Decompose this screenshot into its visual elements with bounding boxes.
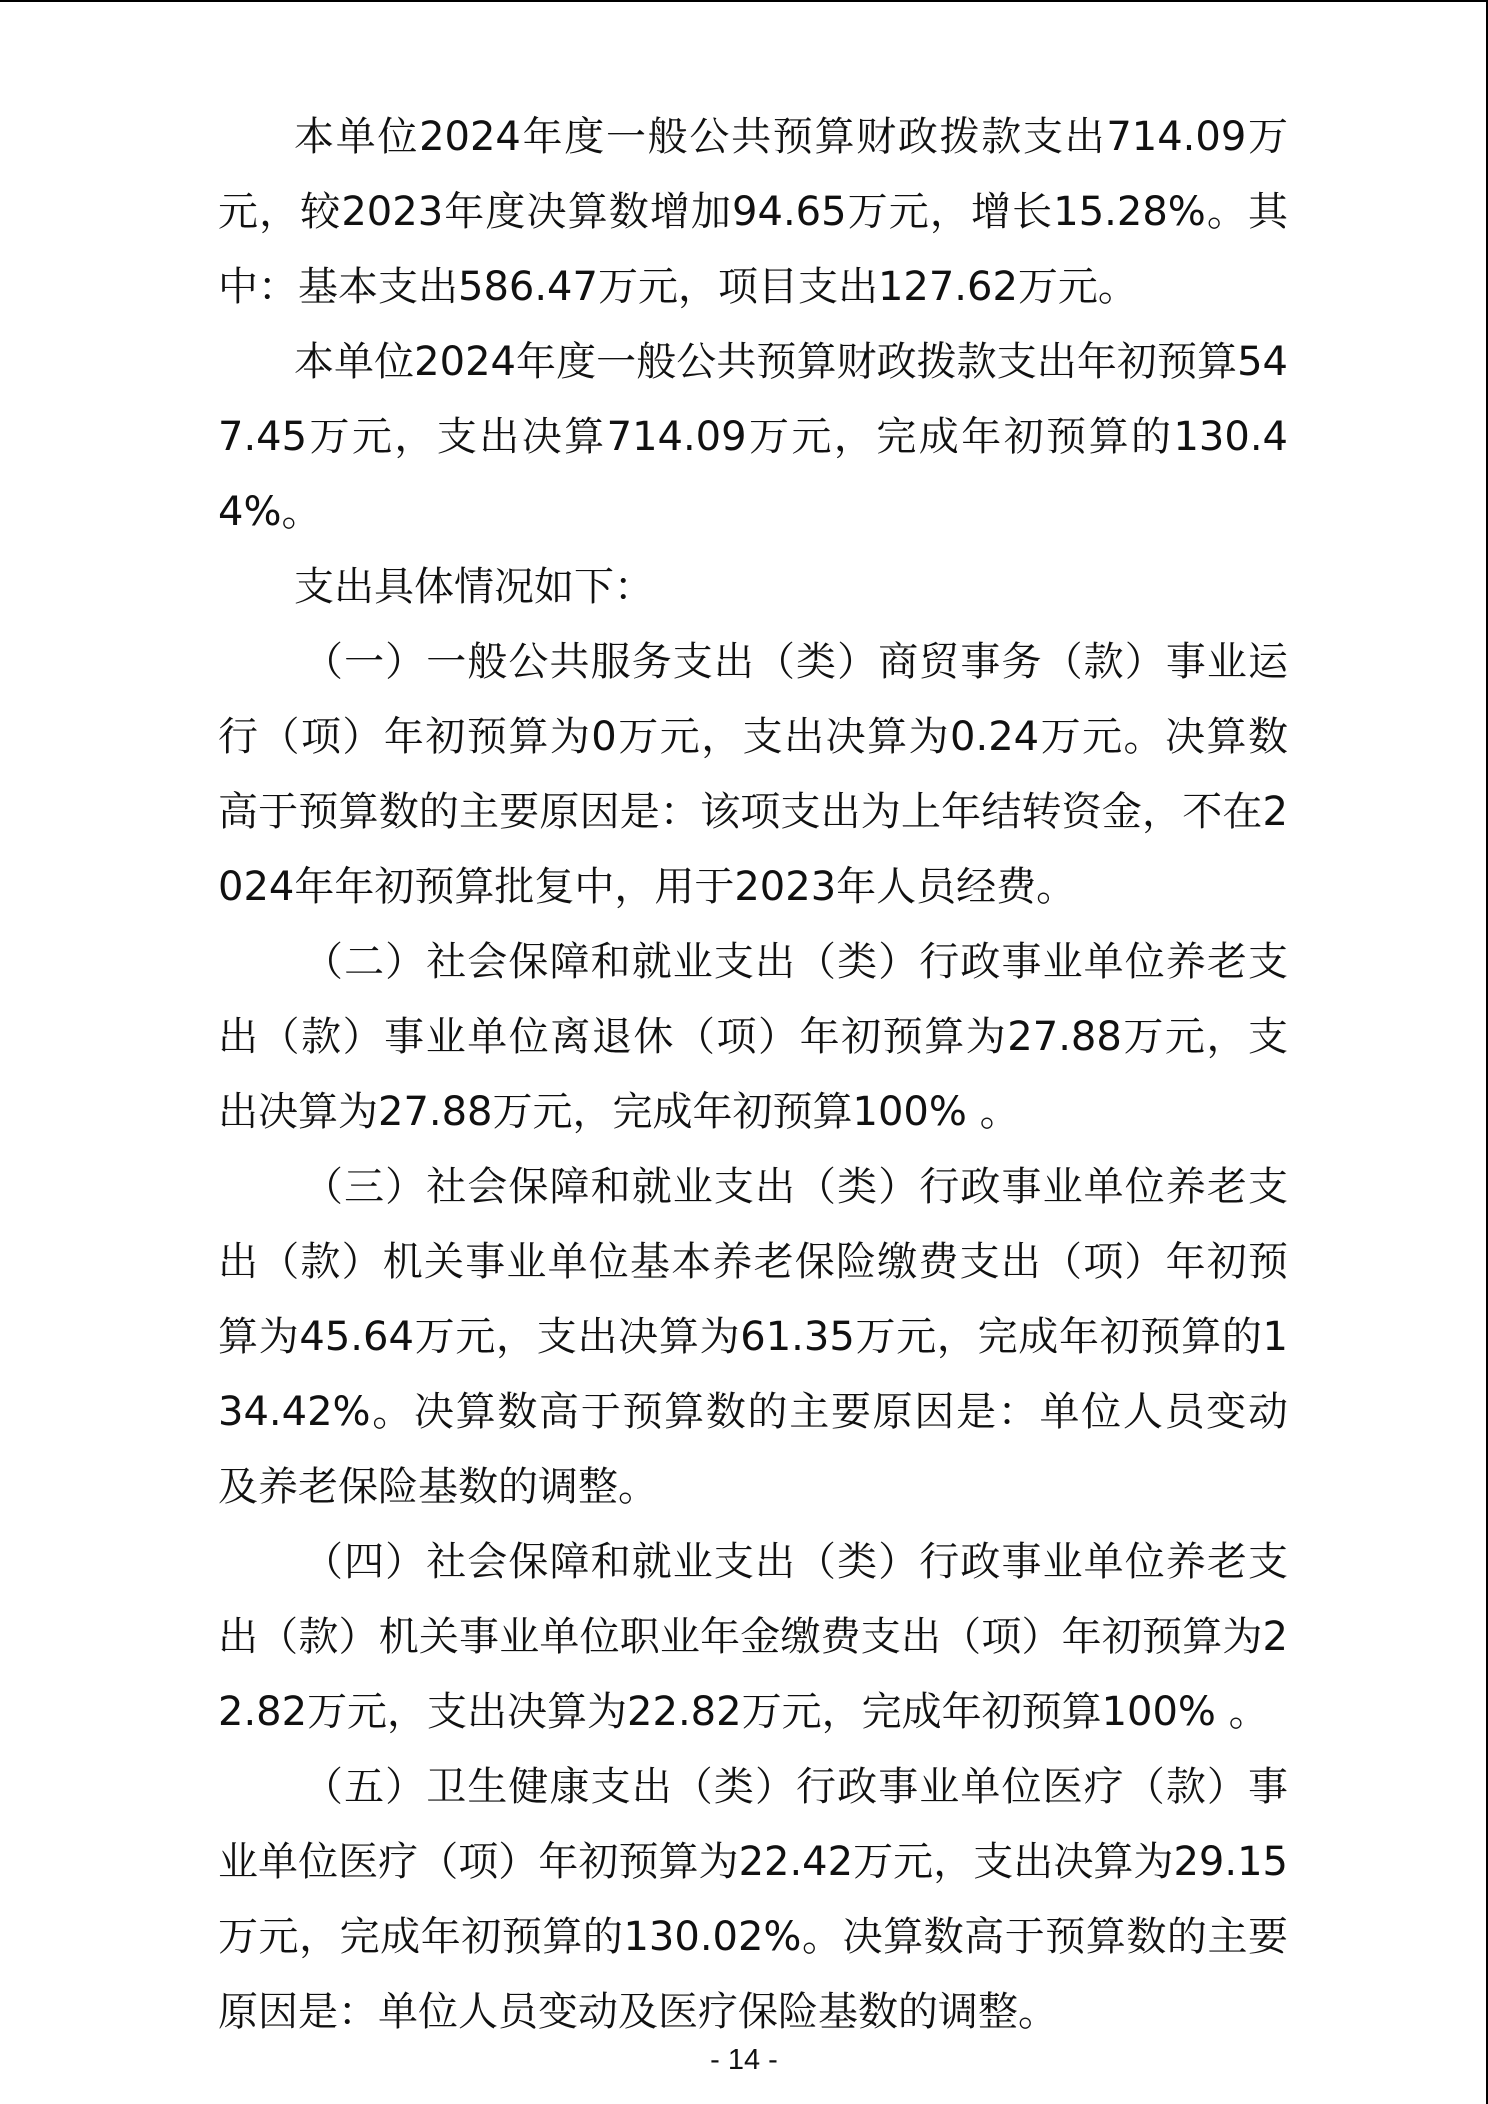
paragraph-item-1: （一）一般公共服务支出（类）商贸事务（款）事业运行（项）年初预算为0万元，支出决算为0.24万元。决算数高于预算数的主要原因是：该项支出为上年结转资金，不在2024年年初预算批复中，用于2023年人员经费。 [218,639,1288,910]
document-body [218,100,1288,2050]
paragraph-item-5: （五）卫生健康支出（类）行政事业单位医疗（款）事业单位医疗（项）年初预算为22.42万元，支出决算为29.15万元，完成年初预算的130.02%。决算数高于预算数的主要原因是：单位人员变动及医疗保险基数的调整。 [218,1764,1288,2035]
paragraph-item-3: （三）社会保障和就业支出（类）行政事业单位养老支出（款）机关事业单位基本养老保险缴费支出（项）年初预算为45.64万元，支出决算为61.35万元，完成年初预算的134.42%。决算数高于预算数的主要原因是：单位人员变动及养老保险基数的调整。 [218,1164,1288,1510]
paragraph-total-expenditure: 本单位2024年度一般公共预算财政拨款支出714.09万元，较2023年度决算数增加94.65万元，增长15.28%。其中：基本支出586.47万元，项目支出127.62万元。 [218,114,1288,310]
paragraph-item-2: （二）社会保障和就业支出（类）行政事业单位养老支出（款）事业单位离退休（项）年初预算为27.88万元，支出决算为27.88万元，完成年初预算100% 。 [218,939,1288,1135]
paragraph-budget-completion: 本单位2024年度一般公共预算财政拨款支出年初预算547.45万元，支出决算714.09万元，完成年初预算的130.44%。 [218,339,1288,535]
page-number: - 14 - [710,2044,778,2076]
paragraph-details-intro: 支出具体情况如下： [294,564,654,610]
paragraph-item-4: （四）社会保障和就业支出（类）行政事业单位养老支出（款）机关事业单位职业年金缴费支出（项）年初预算为22.82万元，支出决算为22.82万元，完成年初预算100% 。 [218,1539,1288,1735]
